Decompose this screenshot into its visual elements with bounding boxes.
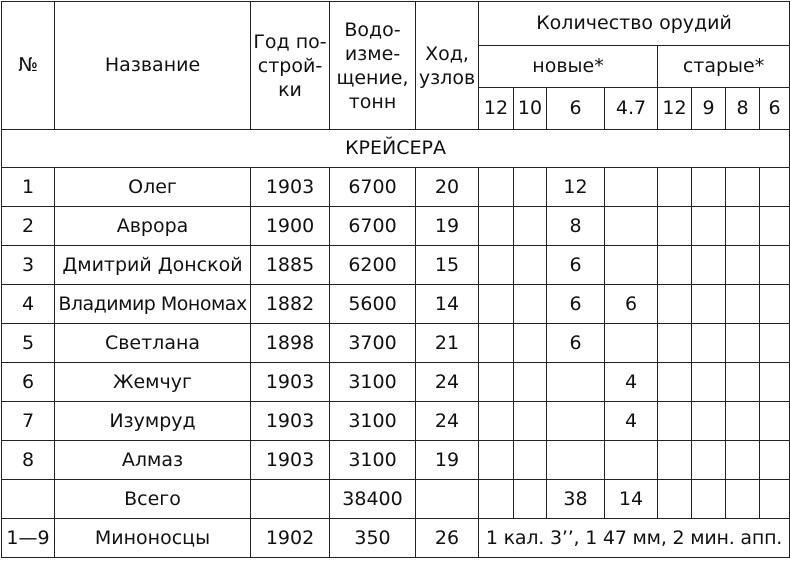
caliber-new-10: 10	[514, 88, 547, 130]
row-name: Аврора	[55, 207, 251, 246]
cell-old-8	[726, 285, 760, 324]
row-displacement: 3700	[330, 324, 416, 363]
caliber-new-4-7: 4.7	[605, 88, 658, 130]
cell-old-12	[658, 402, 692, 441]
row-name: Изумруд	[55, 402, 251, 441]
row-speed: 14	[416, 285, 479, 324]
row-displacement: 3100	[330, 441, 416, 480]
cell-new-12	[479, 285, 514, 324]
row-speed: 24	[416, 363, 479, 402]
cell-old-8	[726, 363, 760, 402]
destroyers-num: 1—9	[2, 519, 55, 558]
caliber-old-8: 8	[726, 88, 760, 130]
row-num: 8	[2, 441, 55, 480]
row-year: 1882	[251, 285, 330, 324]
row-displacement: 6700	[330, 207, 416, 246]
row-num: 4	[2, 285, 55, 324]
row-num: 6	[2, 363, 55, 402]
cell-new-10	[514, 207, 547, 246]
cell-new-6: 12	[547, 168, 605, 207]
destroyers-armament: 1 кал. 3’’, 1 47 мм, 2 мин. апп.	[479, 519, 790, 558]
cell-old-8	[726, 441, 760, 480]
cell-new-10	[514, 441, 547, 480]
row-year: 1903	[251, 441, 330, 480]
header-old-guns: старые*	[658, 46, 790, 88]
row-num: 5	[2, 324, 55, 363]
cell-old-12	[658, 363, 692, 402]
cell-old-9	[692, 324, 726, 363]
total-new-12	[479, 480, 514, 519]
table-row	[2, 168, 790, 207]
table-row	[2, 285, 790, 324]
cell-new-10	[514, 363, 547, 402]
row-name: Владимир Мономах	[55, 285, 251, 324]
caliber-old-6: 6	[760, 88, 790, 130]
caliber-new-6: 6	[547, 88, 605, 130]
cell-new-12	[479, 246, 514, 285]
cell-new-12	[479, 324, 514, 363]
cell-new-4-7: 4	[605, 363, 658, 402]
cell-old-9	[692, 402, 726, 441]
header-displacement: Водоизмещение, тонн	[330, 2, 416, 130]
cell-new-12	[479, 441, 514, 480]
cell-old-8	[726, 207, 760, 246]
cell-old-9	[692, 363, 726, 402]
row-year: 1885	[251, 246, 330, 285]
row-speed: 24	[416, 402, 479, 441]
row-speed: 19	[416, 441, 479, 480]
cell-new-10	[514, 285, 547, 324]
row-displacement: 3100	[330, 402, 416, 441]
cell-old-8	[726, 246, 760, 285]
table-row	[2, 324, 790, 363]
row-name: Олег	[55, 168, 251, 207]
caliber-new-12: 12	[479, 88, 514, 130]
total-displacement: 38400	[330, 480, 416, 519]
cell-new-12	[479, 207, 514, 246]
cell-old-6	[760, 441, 790, 480]
cell-new-6: 6	[547, 324, 605, 363]
row-displacement: 5600	[330, 285, 416, 324]
row-num: 3	[2, 246, 55, 285]
header-year: Год постройки	[251, 2, 330, 130]
cell-old-6	[760, 402, 790, 441]
row-speed: 20	[416, 168, 479, 207]
cell-old-6	[760, 168, 790, 207]
cell-old-6	[760, 324, 790, 363]
cell-new-6: 8	[547, 207, 605, 246]
row-speed: 15	[416, 246, 479, 285]
row-year: 1903	[251, 402, 330, 441]
cell-new-4-7	[605, 246, 658, 285]
cell-new-10	[514, 246, 547, 285]
row-year: 1900	[251, 207, 330, 246]
cell-old-12	[658, 324, 692, 363]
table-row	[2, 363, 790, 402]
cell-new-6	[547, 363, 605, 402]
row-speed: 19	[416, 207, 479, 246]
cell-old-6	[760, 363, 790, 402]
cell-old-9	[692, 207, 726, 246]
cell-new-6: 6	[547, 246, 605, 285]
cell-old-9	[692, 168, 726, 207]
cell-old-9	[692, 441, 726, 480]
row-name: Дмитрий Донской	[55, 246, 251, 285]
row-name: Светлана	[55, 324, 251, 363]
cell-new-6	[547, 441, 605, 480]
header-speed: Ход, узлов	[416, 2, 479, 130]
cell-old-12	[658, 246, 692, 285]
caliber-old-12: 12	[658, 88, 692, 130]
row-name: Алмаз	[55, 441, 251, 480]
table-row	[2, 402, 790, 441]
total-num	[2, 480, 55, 519]
row-speed: 21	[416, 324, 479, 363]
total-new-4-7: 14	[605, 480, 658, 519]
cell-new-12	[479, 168, 514, 207]
cell-new-4-7: 4	[605, 402, 658, 441]
row-num: 1	[2, 168, 55, 207]
total-old-12	[658, 480, 692, 519]
table-row	[2, 246, 790, 285]
total-new-6: 38	[547, 480, 605, 519]
cell-old-6	[760, 285, 790, 324]
header-num: №	[2, 2, 55, 130]
destroyers-displacement: 350	[330, 519, 416, 558]
row-year: 1898	[251, 324, 330, 363]
cell-new-6: 6	[547, 285, 605, 324]
row-year: 1903	[251, 363, 330, 402]
total-old-6	[760, 480, 790, 519]
cell-new-10	[514, 168, 547, 207]
total-year	[251, 480, 330, 519]
cell-old-12	[658, 168, 692, 207]
cell-new-4-7	[605, 324, 658, 363]
cell-new-4-7	[605, 168, 658, 207]
ships-table	[1, 1, 790, 558]
cell-old-6	[760, 246, 790, 285]
total-row	[2, 480, 790, 519]
cell-old-12	[658, 207, 692, 246]
table-row	[2, 207, 790, 246]
row-displacement: 6200	[330, 246, 416, 285]
destroyers-row	[2, 519, 790, 558]
cell-old-8	[726, 402, 760, 441]
total-label: Всего	[55, 480, 251, 519]
destroyers-year: 1902	[251, 519, 330, 558]
cell-new-12	[479, 402, 514, 441]
row-num: 2	[2, 207, 55, 246]
destroyers-speed: 26	[416, 519, 479, 558]
total-old-8	[726, 480, 760, 519]
cell-new-4-7: 6	[605, 285, 658, 324]
table-row	[2, 441, 790, 480]
cell-old-6	[760, 207, 790, 246]
cell-new-4-7	[605, 207, 658, 246]
cell-old-8	[726, 168, 760, 207]
cell-old-9	[692, 285, 726, 324]
header-new-guns: новые*	[479, 46, 658, 88]
row-displacement: 3100	[330, 363, 416, 402]
cell-old-8	[726, 324, 760, 363]
cell-new-10	[514, 402, 547, 441]
destroyers-name: Миноносцы	[55, 519, 251, 558]
total-new-10	[514, 480, 547, 519]
total-old-9	[692, 480, 726, 519]
row-name: Жемчуг	[55, 363, 251, 402]
cell-new-10	[514, 324, 547, 363]
row-num: 7	[2, 402, 55, 441]
row-year: 1903	[251, 168, 330, 207]
cell-new-12	[479, 363, 514, 402]
cell-old-12	[658, 441, 692, 480]
cell-old-9	[692, 246, 726, 285]
cell-new-6	[547, 402, 605, 441]
caliber-old-9: 9	[692, 88, 726, 130]
header-guns: Количество орудий	[479, 2, 790, 46]
section-title: КРЕЙСЕРА	[2, 130, 790, 168]
header-name: Название	[55, 2, 251, 130]
cell-new-4-7	[605, 441, 658, 480]
cell-old-12	[658, 285, 692, 324]
total-speed	[416, 480, 479, 519]
row-displacement: 6700	[330, 168, 416, 207]
